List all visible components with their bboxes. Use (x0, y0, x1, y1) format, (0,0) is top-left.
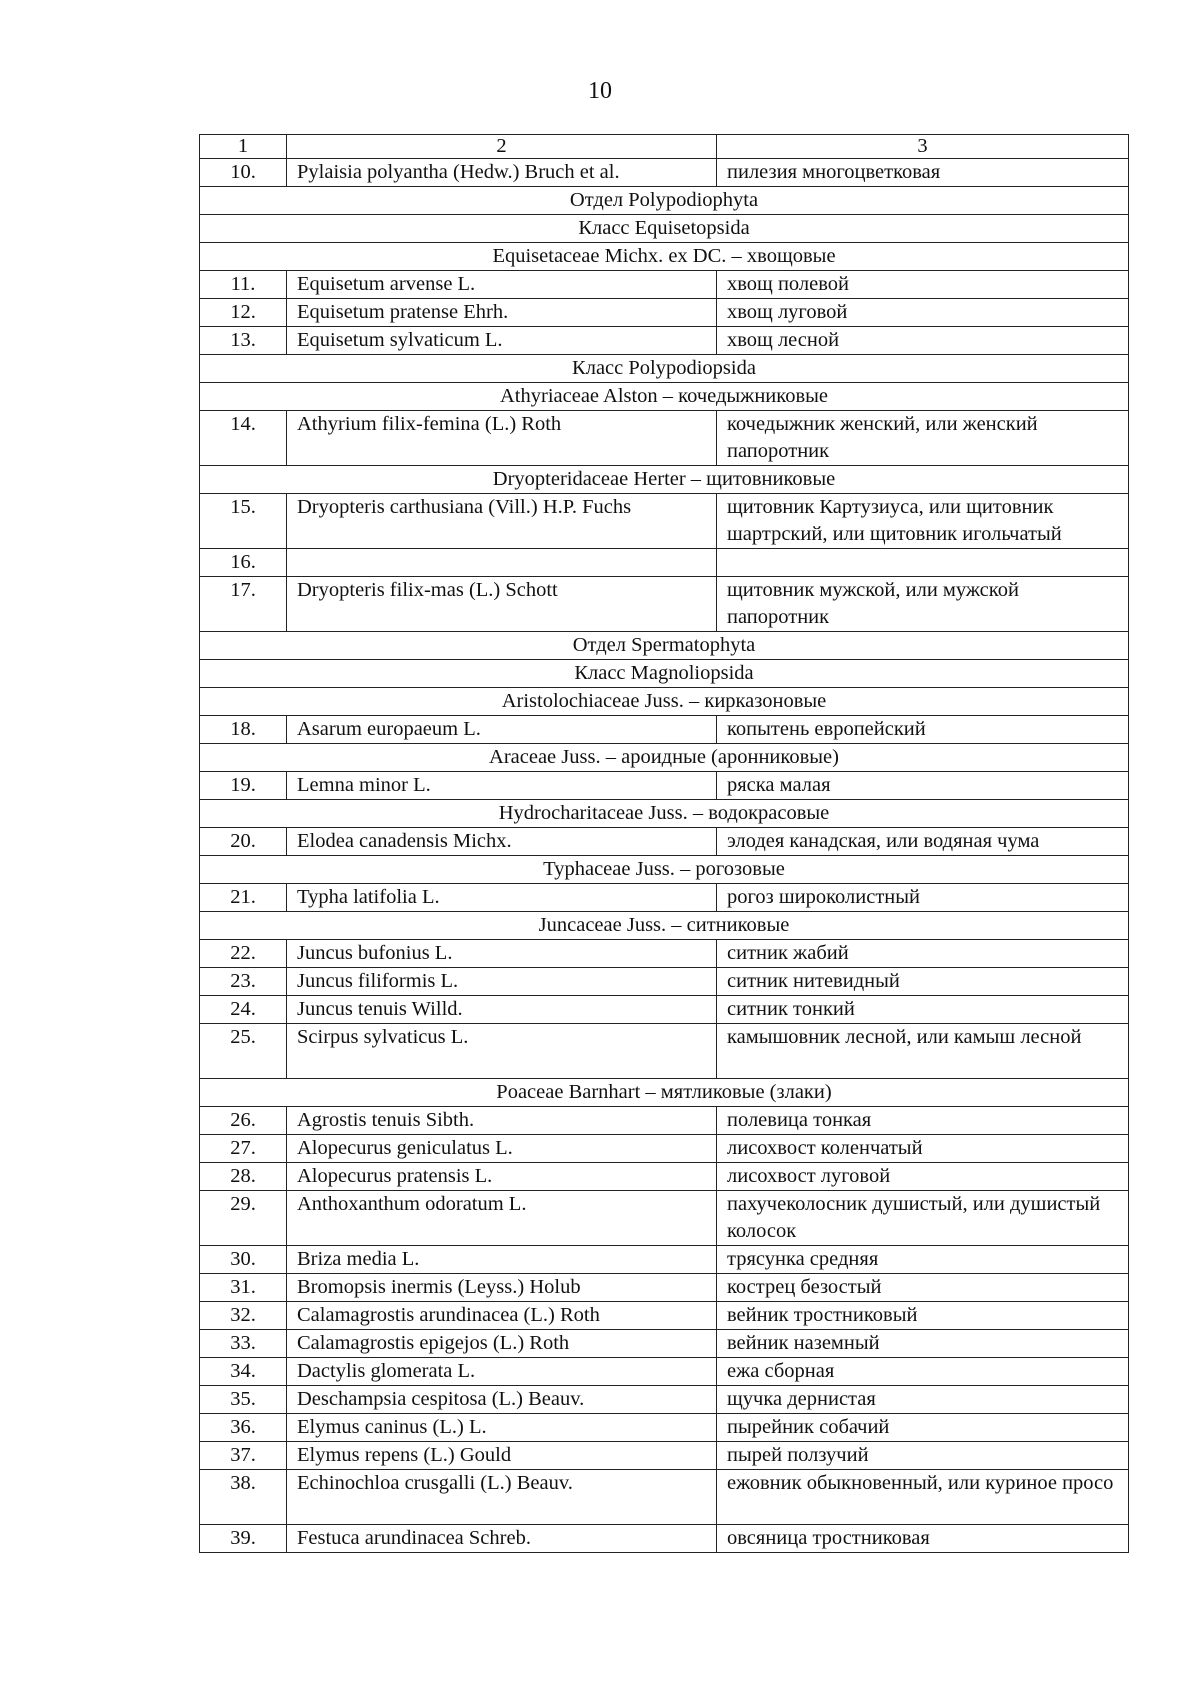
latin-name: Equisetum arvense L. (287, 271, 717, 299)
russian-name: ряска малая (717, 772, 1129, 800)
latin-name: Juncus bufonius L. (287, 940, 717, 968)
table-body (200, 135, 1129, 1553)
entry-number: 37. (200, 1442, 287, 1470)
section-heading-row (200, 660, 1129, 688)
section-heading-row (200, 466, 1129, 494)
table-row (200, 1414, 1129, 1442)
section-heading: Typhaceae Juss. – рогозовые (200, 856, 1129, 884)
entry-number: 26. (200, 1107, 287, 1135)
column-header-2: 2 (287, 135, 717, 159)
entry-number: 39. (200, 1525, 287, 1553)
table-row (200, 271, 1129, 299)
russian-name: овсяница тростниковая (717, 1525, 1129, 1553)
section-heading: Отдел Polypodiophyta (200, 187, 1129, 215)
latin-name: Alopecurus geniculatus L. (287, 1135, 717, 1163)
russian-name: ситник тонкий (717, 996, 1129, 1024)
russian-name: ежовник обыкновенный, или куриное просо (717, 1470, 1129, 1525)
section-heading: Poaceae Barnhart – мятликовые (злаки) (200, 1079, 1129, 1107)
entry-number: 21. (200, 884, 287, 912)
table-row (200, 1107, 1129, 1135)
russian-name: вейник наземный (717, 1330, 1129, 1358)
entry-number: 14. (200, 411, 287, 466)
russian-name: рогоз широколистный (717, 884, 1129, 912)
table-row (200, 549, 1129, 577)
section-heading-row (200, 632, 1129, 660)
table-row (200, 1525, 1129, 1553)
entry-number: 18. (200, 716, 287, 744)
entry-number: 28. (200, 1163, 287, 1191)
latin-name: Pylaisia polyantha (Hedw.) Bruch et al. (287, 159, 717, 187)
species-table (199, 134, 1129, 1553)
section-heading-row (200, 688, 1129, 716)
russian-name: ситник жабий (717, 940, 1129, 968)
latin-name: Bromopsis inermis (Leyss.) Holub (287, 1274, 717, 1302)
latin-name: Equisetum pratense Ehrh. (287, 299, 717, 327)
latin-name (287, 549, 717, 577)
latin-name: Elymus caninus (L.) L. (287, 1414, 717, 1442)
section-heading: Araceae Juss. – ароидные (аронниковые) (200, 744, 1129, 772)
russian-name: щитовник Картузиуса, или щитовник шартрский, или щитовник игольчатый (717, 494, 1129, 549)
latin-name: Dactylis glomerata L. (287, 1358, 717, 1386)
table-row (200, 411, 1129, 466)
russian-name: щучка дернистая (717, 1386, 1129, 1414)
section-heading-row (200, 912, 1129, 940)
entry-number: 38. (200, 1470, 287, 1525)
latin-name: Scirpus sylvaticus L. (287, 1024, 717, 1079)
russian-name (717, 549, 1129, 577)
latin-name: Agrostis tenuis Sibth. (287, 1107, 717, 1135)
latin-name: Lemna minor L. (287, 772, 717, 800)
section-heading: Класс Magnoliopsida (200, 660, 1129, 688)
russian-name: ежа сборная (717, 1358, 1129, 1386)
table-row (200, 1302, 1129, 1330)
table-row (200, 1330, 1129, 1358)
table-row (200, 940, 1129, 968)
section-heading-row (200, 856, 1129, 884)
latin-name: Athyrium filix-femina (L.) Roth (287, 411, 717, 466)
table-header-row (200, 135, 1129, 159)
russian-name: пырей ползучий (717, 1442, 1129, 1470)
page-number: 10 (588, 78, 612, 104)
table-row (200, 716, 1129, 744)
latin-name: Festuca arundinacea Schreb. (287, 1525, 717, 1553)
entry-number: 31. (200, 1274, 287, 1302)
entry-number: 36. (200, 1414, 287, 1442)
russian-name: трясунка средняя (717, 1246, 1129, 1274)
entry-number: 23. (200, 968, 287, 996)
russian-name: пырейник собачий (717, 1414, 1129, 1442)
russian-name: хвощ луговой (717, 299, 1129, 327)
entry-number: 17. (200, 577, 287, 632)
entry-number: 25. (200, 1024, 287, 1079)
table-row (200, 828, 1129, 856)
section-heading: Juncaceae Juss. – ситниковые (200, 912, 1129, 940)
entry-number: 15. (200, 494, 287, 549)
table-row (200, 1246, 1129, 1274)
latin-name: Alopecurus pratensis L. (287, 1163, 717, 1191)
table-row (200, 1135, 1129, 1163)
latin-name: Anthoxanthum odoratum L. (287, 1191, 717, 1246)
section-heading: Hydrocharitaceae Juss. – водокрасовые (200, 800, 1129, 828)
table-row (200, 494, 1129, 549)
table-row (200, 1191, 1129, 1246)
table-row (200, 1386, 1129, 1414)
section-heading: Отдел Spermatophyta (200, 632, 1129, 660)
latin-name: Typha latifolia L. (287, 884, 717, 912)
latin-name: Dryopteris carthusiana (Vill.) H.P. Fuchs (287, 494, 717, 549)
entry-number: 29. (200, 1191, 287, 1246)
latin-name: Equisetum sylvaticum L. (287, 327, 717, 355)
russian-name: камышовник лесной, или камыш лесной (717, 1024, 1129, 1079)
entry-number: 30. (200, 1246, 287, 1274)
latin-name: Calamagrostis epigejos (L.) Roth (287, 1330, 717, 1358)
column-header-3: 3 (717, 135, 1129, 159)
table-row (200, 327, 1129, 355)
entry-number: 22. (200, 940, 287, 968)
latin-name: Juncus filiformis L. (287, 968, 717, 996)
russian-name: лисохвост коленчатый (717, 1135, 1129, 1163)
entry-number: 19. (200, 772, 287, 800)
entry-number: 34. (200, 1358, 287, 1386)
table-row (200, 772, 1129, 800)
section-heading-row (200, 1079, 1129, 1107)
russian-name: копытень европейский (717, 716, 1129, 744)
entry-number: 24. (200, 996, 287, 1024)
russian-name: элодея канадская, или водяная чума (717, 828, 1129, 856)
entry-number: 27. (200, 1135, 287, 1163)
table-row (200, 299, 1129, 327)
table-row (200, 884, 1129, 912)
section-heading-row (200, 243, 1129, 271)
entry-number: 10. (200, 159, 287, 187)
latin-name: Calamagrostis arundinacea (L.) Roth (287, 1302, 717, 1330)
table-row (200, 968, 1129, 996)
table-row (200, 159, 1129, 187)
russian-name: ситник нитевидный (717, 968, 1129, 996)
latin-name: Elodea canadensis Michx. (287, 828, 717, 856)
section-heading: Dryopteridaceae Herter – щитовниковые (200, 466, 1129, 494)
table-row (200, 1274, 1129, 1302)
russian-name: вейник тростниковый (717, 1302, 1129, 1330)
section-heading-row (200, 215, 1129, 243)
entry-number: 20. (200, 828, 287, 856)
latin-name: Elymus repens (L.) Gould (287, 1442, 717, 1470)
entry-number: 12. (200, 299, 287, 327)
table-row (200, 996, 1129, 1024)
russian-name: щитовник мужской, или мужской папоротник (717, 577, 1129, 632)
section-heading: Equisetaceae Michx. ex DC. – хвощовые (200, 243, 1129, 271)
table-row (200, 1163, 1129, 1191)
section-heading-row (200, 744, 1129, 772)
russian-name: пахучеколосник душистый, или душистый колосок (717, 1191, 1129, 1246)
latin-name: Deschampsia cespitosa (L.) Beauv. (287, 1386, 717, 1414)
table-row (200, 577, 1129, 632)
entry-number: 32. (200, 1302, 287, 1330)
entry-number: 11. (200, 271, 287, 299)
section-heading: Athyriaceae Alston – кочедыжниковые (200, 383, 1129, 411)
entry-number: 13. (200, 327, 287, 355)
section-heading: Aristolochiaceae Juss. – кирказоновые (200, 688, 1129, 716)
table-row (200, 1442, 1129, 1470)
russian-name: пилезия многоцветковая (717, 159, 1129, 187)
russian-name: полевица тонкая (717, 1107, 1129, 1135)
section-heading-row (200, 355, 1129, 383)
table-row (200, 1024, 1129, 1079)
latin-name: Juncus tenuis Willd. (287, 996, 717, 1024)
table-row (200, 1358, 1129, 1386)
russian-name: хвощ полевой (717, 271, 1129, 299)
latin-name: Dryopteris filix-mas (L.) Schott (287, 577, 717, 632)
section-heading-row (200, 800, 1129, 828)
section-heading-row (200, 383, 1129, 411)
column-header-1: 1 (200, 135, 287, 159)
latin-name: Asarum europaeum L. (287, 716, 717, 744)
entry-number: 16. (200, 549, 287, 577)
section-heading: Класс Equisetopsida (200, 215, 1129, 243)
russian-name: лисохвост луговой (717, 1163, 1129, 1191)
russian-name: кочедыжник женский, или женский папоротник (717, 411, 1129, 466)
russian-name: кострец безостый (717, 1274, 1129, 1302)
entry-number: 33. (200, 1330, 287, 1358)
russian-name: хвощ лесной (717, 327, 1129, 355)
section-heading: Класс Polypodiopsida (200, 355, 1129, 383)
latin-name: Briza media L. (287, 1246, 717, 1274)
entry-number: 35. (200, 1386, 287, 1414)
table-row (200, 1470, 1129, 1525)
section-heading-row (200, 187, 1129, 215)
latin-name: Echinochloa crusgalli (L.) Beauv. (287, 1470, 717, 1525)
